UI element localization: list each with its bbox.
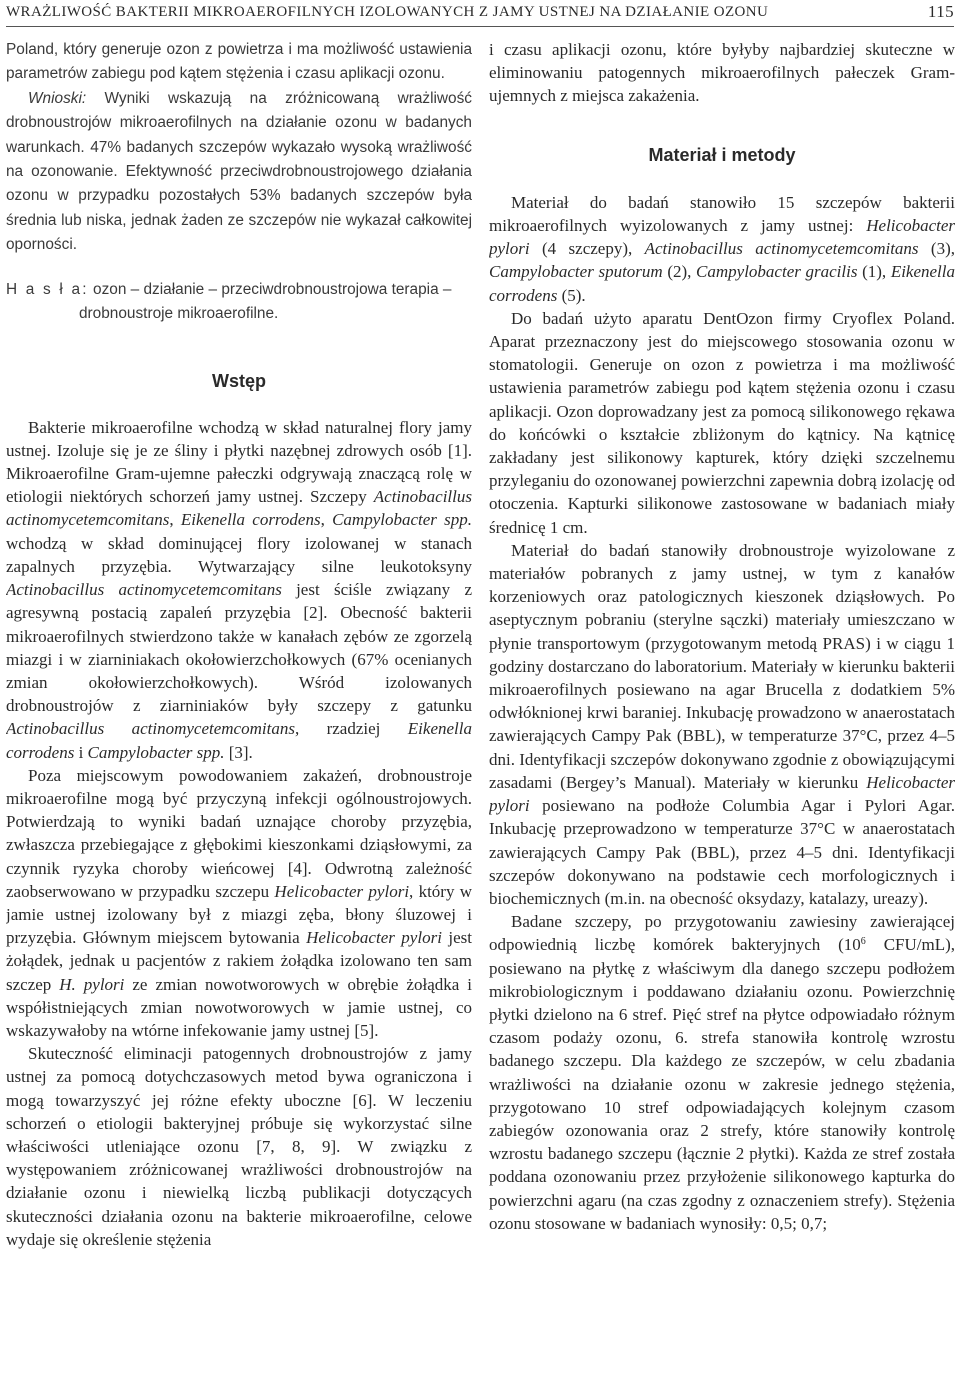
left-column xyxy=(6,38,472,1394)
methods-paragraph-4: Badane szczepy, po przygotowaniu zawiesiny zawierającej odpowiednią liczbę komórek bakteryjnych ($10^6$ CFU/mL), posiewano na płytkę z właściwym dla danego szczepu podłożem mikrobiologicznym i poddawano działaniu ozonu. Powierzchnię płytki dzielono na 6 stref. Pięć stref na płytce odpowiadało różnym czasom podaży ozonu, 6. strefa stanowiła kontrolę wzrostu badanego szczepu. Dla każdego ze szczepów, w celu zbadania wrażliwości na działanie ozonu w zakresie jednego stężenia, przygotowano 10 stref odpowiadających kolejnym czasom zabiegów ozonowania oraz 2 strefy, które stanowiły kontrolę wzrostu badanego szczepu (łącznie 2 płytki). Każda ze stref została poddana ozonowaniu przez przyłożenie silikonowego kapturka do powierzchni agaru (na czas zgodny z oznaczeniem strefy). Stężenia ozonu stosowane w badaniach wynosiły: 0,5; 0,7; xyxy=(489,912,955,1233)
intro-paragraph-1: Bakterie mikroaerofilne wchodzą w skład naturalnej flory jamy ustnej. Izoluje się je ze śliny i płytki nazębnej zdrowych osób [1]. Mikroaerofilne Gram-ujemne pałeczki odgrywają znaczącą rolę w etiologii niektórych schorzeń jamy ustnej. Szczepy Actinobacillus actinomycetemcomitans, Eikenella corrodens, Campylobacter spp. wchodzą w skład dominującej flory izolowanej w stanach zapalnych przyzębia. Wytwarzający silne leukotoksyny Actinobacillus actinomycetemcomitans jest ściśle związany z agresywną postacią zapaleń przyzębia [2]. Obecność bakterii mikroaerofilnych stwierdzono także w kanałach zębów ze zgorzelą miazgi i w ziarniniakach okołowierzchołkowych (67% ocenianych zmian okołowierzchołkowych). Wśród izolowanych drobnoustrojów z ziarniniaków były szczepy z gatunku Actinobacillus actinomycetemcomitans, rzadziej Eikenella corrodens i Campylobacter spp. [3]. xyxy=(6,417,472,762)
running-header xyxy=(6,0,954,27)
intro-paragraph-3: Skuteczność eliminacji patogennych drobnoustrojów z jamy ustnej za pomocą dotychczasowych metod bywa ograniczona i mogą towarzyszyć jej różne efekty uboczne [6]. W leczeniu schorzeń o etiologii bakteryjnej próbuje się wykorzystać silne właściwości utleniające ozonu [7, 8, 9]. W związku z występowaniem zróżnicowanej wrażliwości drobnoustrojów na działanie ozonu i niewielką liczbą publikacji dotyczących skuteczności działania ozonu na bakterie mikroaerofilne, celowe wydaje się określenie stężenia xyxy=(6,1044,472,1249)
conclusions-label: Wnioski: xyxy=(28,89,87,107)
intro-continuation: i czasu aplikacji ozonu, które byłyby najbardziej skuteczne w eliminowaniu patogennych mikroaerofilnych pałeczek Gram-ujemnych z miejsca zakażenia. xyxy=(489,40,955,106)
conclusions-paragraph: Wnioski: Wyniki wskazują na zróżnicowaną wrażliwość drobnoustrojów mikroaerofilnych na działanie ozonu w badanych warunkach. 47% badanych szczepów wykazało wysoką wrażliwość na ozonowanie. Efektywność przeciwdrobnoustrojowego działania ozonu w przypadku pozostałych 53% badanych szczepów była średnia lub niska, jednak żaden ze szczepów nie wykazał całkowitej oporności. xyxy=(6,89,472,254)
methods-paragraph-1: Materiał do badań stanowiło 15 szczepów bakterii mikroaerofilnych wyizolowanych z jamy ustnej: Helicobacter pylori (4 szczepy), Actinobacillus actinomycetemcomitans (3), Campylobacter sputorum (2), Campylobacter gracilis (1), Eikenella corrodens (5). xyxy=(489,192,955,305)
section-heading-methods: Materiał i metody xyxy=(648,144,796,165)
methods-paragraph-2: Do badań użyto aparatu DentOzon firmy Cryoflex Poland. Aparat przeznaczony jest do miejscowego stosowania ozonu w stomatologii. Generuje on ozon z powietrza i ma możliwość ustawienia parametrów zabiegu pod kątem stężenia ozonu i czasu aplikacji. Ozon doprowadzany jest za pomocą silikonowego rękawa do końcówki o kształcie zbliżonym do kątnicy. Na kątnicę zakładany jest silikonowy kapturek, który dzięki szczelnemu przyleganiu do ozonowanej powierzchni zapewnia dobrą izolację od otoczenia. Kapturki silikonowe zastosowane w badaniach miały średnicę 1 cm. xyxy=(489,308,955,537)
section-heading-introduction: Wstęp xyxy=(212,371,266,392)
page-number: 115 xyxy=(927,2,954,21)
keywords: H a s ł a: ozon – działanie – przeciwdrobnoustrojowa terapia – drobnoustroje mikroaerofilne. xyxy=(6,280,452,323)
keywords-label: H a s ł a: xyxy=(6,280,89,298)
right-column xyxy=(489,38,955,1394)
abstract-paragraph: Poland, który generuje ozon z powietrza i ma możliwość ustawienia parametrów zabiegu pod kątem stężenia i czasu aplikacji ozonu. xyxy=(6,41,472,83)
intro-paragraph-2: Poza miejscowym powodowaniem zakażeń, drobnoustroje mikroaerofilne mogą być przyczyną infekcji ogólnoustrojowych. Potwierdzają to wyniki badań uznające choroby przyzębia, zwłaszcza przebiegające z głębokimi kieszonkami dziąsłowymi, za czynnik ryzyka choroby wieńcowej [4]. Odwrotną zależność zaobserwowano w przypadku szczepu Helicobacter pylori, który w jamie ustnej izolowany był z miazgi zęba, błony śluzowej i przyzębia. Głównym miejscem bytowania Helicobacter pylori jest żołądek, jednak u pacjentów z rakiem żołądka izolowano ten sam szczep H. pylori ze zmian nowotworowych w obrębie żołądka i współistniejących zmian nowotworowych w jamie ustnej, co wskazywałoby na wtórne infekowanie jamy ustnej [5]. xyxy=(6,765,472,1040)
running-title: WRAŻLIWOŚĆ BAKTERII MIKROAEROFILNYCH IZOLOWANYCH Z JAMY USTNEJ NA DZIAŁANIE OZONU xyxy=(6,4,769,20)
methods-paragraph-3: Materiał do badań stanowiły drobnoustroje wyizolowane z materiałów pobranych z jamy ustnej, w tym z kanałów korzeniowych oraz patologicznych kieszonek dziąsłowych. Po aseptycznym pobraniu (sterylne sączki) materiały umieszczano w płynie transportowym (przygotowanym metodą PRAS) i w ciągu 1 godziny dostarczano do laboratorium. Materiały w kierunku bakterii mikroaerofilnych posiewano na agar Brucella z dodatkiem 5% odwłóknionej krwi baraniej. Inkubację prowadzono w anaerostatach zawierających Campy Pak (BBL), w temperaturze 37°C, przez 4–5 dni. Identyfikacji szczepów dokonywano zgodnie z obowiązującymi zasadami (Bergey’s Manual). Materiały w kierunku Helicobacter pylori posiewano na podłoże Columbia Agar i Pylori Agar. Inkubację przeprowadzono w temperaturze 37°C w anaerostatach zawierających Campy Pak (BBL), przez 4–5 dni. Identyfikacji szczepów dokonywano na podstawie cech morfologicznych i biochemicznych (m.in. na obecność oksydazy, katalazy, ureazy). xyxy=(489,540,955,908)
